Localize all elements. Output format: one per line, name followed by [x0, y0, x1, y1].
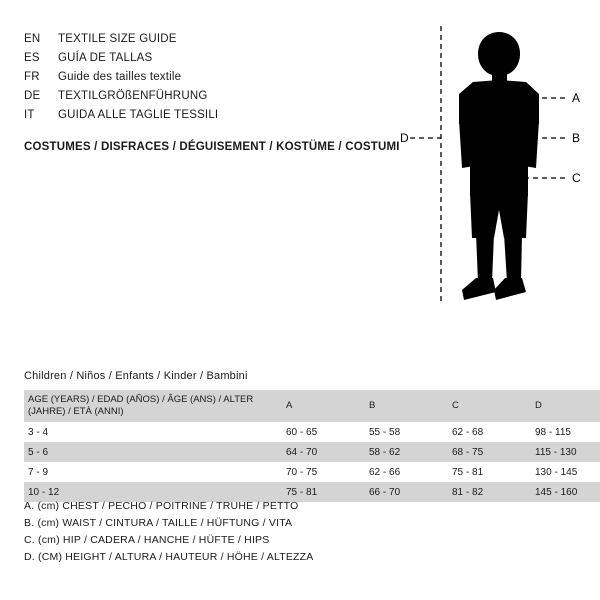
language-row-fr: [24, 68, 424, 87]
cell-a: 60 - 65: [282, 422, 365, 442]
cell-age: 7 - 9: [24, 462, 282, 482]
cell-c: 62 - 68: [448, 422, 531, 442]
legend-item-a: A. (cm) CHEST / PECHO / POITRINE / TRUHE / PETTO: [24, 500, 299, 512]
column-header-d: D: [535, 400, 542, 411]
language-row-it: [24, 106, 424, 125]
table-caption: Children / Niños / Enfants / Kinder / Bambini: [24, 370, 248, 382]
header-block: [24, 30, 424, 153]
language-row-es: [24, 49, 424, 68]
size-table: [24, 390, 600, 502]
language-code-en: EN: [24, 33, 41, 45]
cell-c: 68 - 75: [448, 442, 531, 462]
measurement-figure: [400, 20, 590, 330]
cell-b: 55 - 58: [365, 422, 448, 442]
marker-label-b: B: [572, 131, 581, 145]
child-silhouette-icon: [459, 32, 539, 300]
language-text-de: TEXTILGRÖßENFÜHRUNG: [58, 90, 208, 102]
language-code-it: IT: [24, 109, 35, 121]
language-text-fr: Guide des tailles textile: [58, 71, 182, 83]
legend-item-b: B. (cm) WAIST / CINTURA / TAILLE / HÜFTUNG / VITA: [24, 517, 293, 529]
cell-age: 5 - 6: [24, 442, 282, 462]
cell-d: 130 - 145: [531, 462, 600, 482]
cell-d: 115 - 130: [531, 442, 600, 462]
language-text-en: TEXTILE SIZE GUIDE: [58, 33, 177, 45]
legend-item-c: C. (cm) HIP / CADERA / HANCHE / HÜFTE / HIPS: [24, 534, 270, 546]
cell-b: 58 - 62: [365, 442, 448, 462]
table-row: [24, 462, 600, 482]
cell-d: 145 - 160: [531, 482, 600, 502]
cell-age: 10 - 12: [24, 482, 282, 502]
column-header-a: A: [286, 400, 293, 411]
marker-label-a: A: [572, 91, 581, 105]
measurement-legend: [24, 498, 524, 566]
table-row: [24, 442, 600, 462]
language-text-it: GUIDA ALLE TAGLIE TESSILI: [58, 109, 219, 121]
cell-age: 3 - 4: [24, 422, 282, 442]
table-header-row: [24, 390, 600, 422]
cell-c: 81 - 82: [448, 482, 531, 502]
cell-b: 62 - 66: [365, 462, 448, 482]
cell-a: 75 - 81: [282, 482, 365, 502]
column-header-b: B: [369, 400, 376, 411]
cell-d: 98 - 115: [531, 422, 600, 442]
language-row-en: [24, 30, 424, 49]
cell-c: 75 - 81: [448, 462, 531, 482]
cell-a: 70 - 75: [282, 462, 365, 482]
language-code-fr: FR: [24, 71, 40, 83]
table-row: [24, 422, 600, 442]
legend-item-d: D. (CM) HEIGHT / ALTURA / HAUTEUR / HÖHE / ALTEZZA: [24, 551, 314, 563]
size-table-area: [24, 370, 576, 502]
cell-b: 66 - 70: [365, 482, 448, 502]
column-header-c: C: [452, 400, 459, 411]
costumes-subtitle: COSTUMES / DISFRACES / DÉGUISEMENT / KOSTÜME / COSTUMI: [24, 141, 400, 153]
language-row-de: [24, 87, 424, 106]
marker-label-d: D: [400, 131, 409, 145]
language-text-es: GUÍA DE TALLAS: [58, 52, 153, 64]
cell-a: 64 - 70: [282, 442, 365, 462]
language-code-es: ES: [24, 52, 40, 64]
column-header-age: AGE (YEARS) / EDAD (AÑOS) / ÂGE (ANS) / ALTER (JAHRE) / ETÀ (ANNI): [28, 394, 254, 417]
marker-label-c: C: [572, 171, 581, 185]
language-code-de: DE: [24, 90, 41, 102]
